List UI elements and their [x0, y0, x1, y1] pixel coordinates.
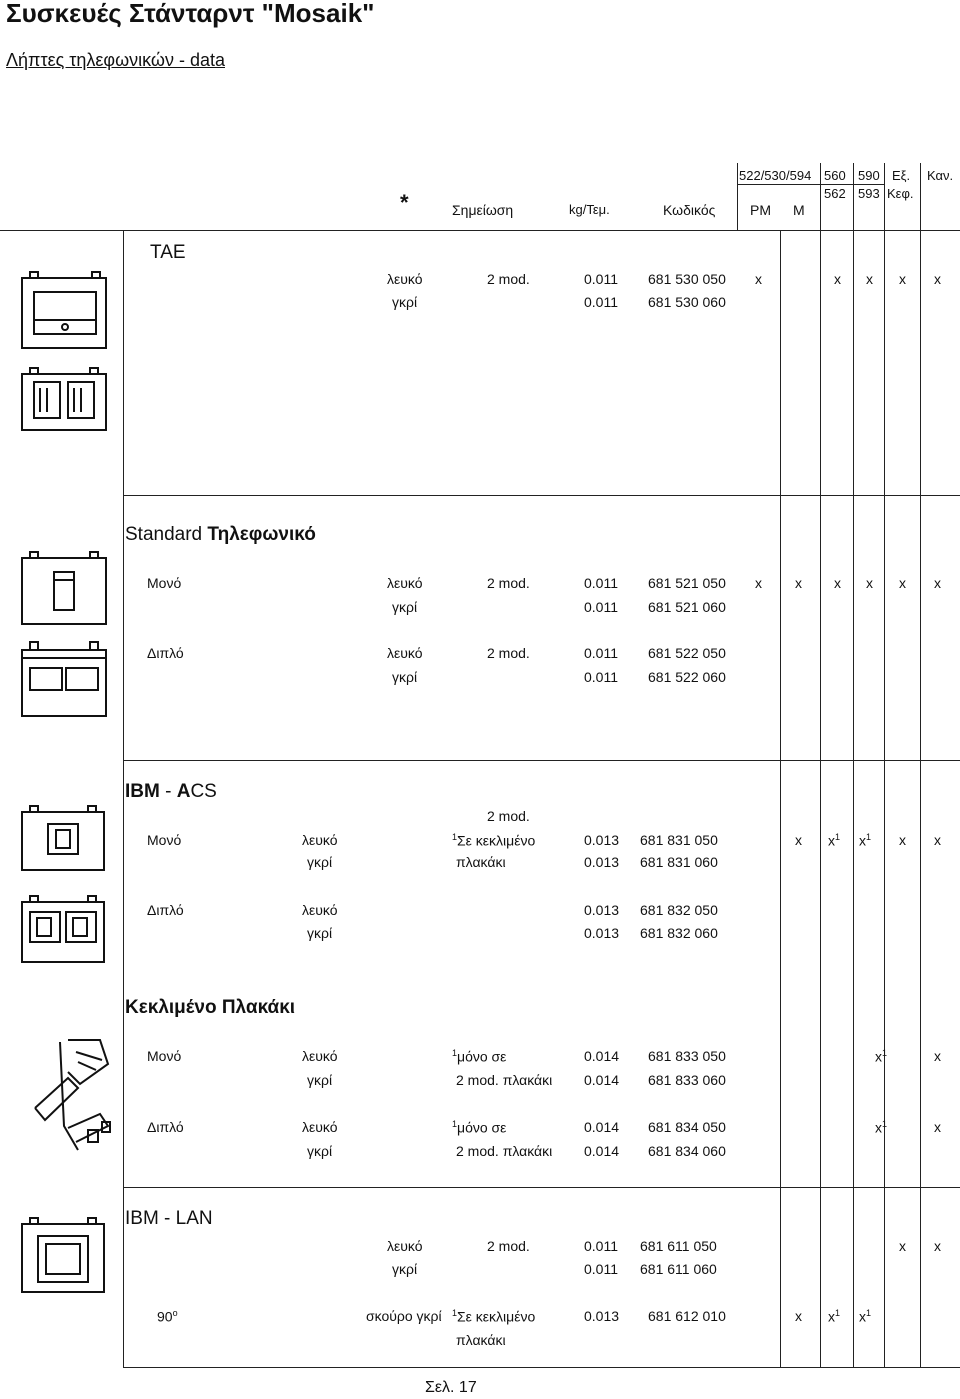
- std-row1-note: 2 mod.: [487, 575, 530, 591]
- std-row4-color: γκρί: [392, 669, 418, 685]
- section-title-standard: [125, 524, 316, 546]
- lan-row1-note: 2 mod.: [487, 1238, 530, 1254]
- header-590: 590: [858, 168, 880, 183]
- kek-row3-color: λευκό: [302, 1119, 338, 1135]
- ibm-acs-title-part: IBM: [125, 781, 160, 802]
- header-kef: Κεφ.: [887, 186, 914, 201]
- std-row1-color: λευκό: [387, 575, 423, 591]
- kek-row2-color: γκρί: [307, 1072, 333, 1088]
- kek-row3-type: Διπλό: [147, 1119, 184, 1135]
- header-kan: Καν.: [927, 168, 954, 183]
- lan-row2-weight: 0.011: [584, 1261, 618, 1277]
- acs-row1-kan: x: [934, 832, 941, 848]
- std-row1-590: x: [866, 575, 873, 591]
- footnote-mark: 1: [866, 832, 872, 842]
- footnote-mark: 1: [835, 832, 841, 842]
- acs-row1-type: Μονό: [147, 832, 182, 848]
- tae-socket-back-icon: [20, 368, 110, 438]
- std-row3-type: Διπλό: [147, 645, 184, 661]
- acs-row1-weight: 0.013: [584, 832, 620, 848]
- kek-row1-note: [452, 1048, 506, 1065]
- acs-row3-code: 681 832 050: [640, 902, 718, 918]
- section-title-ibm-lan: IBM - LAN: [125, 1208, 213, 1229]
- acs-row4-weight: 0.013: [584, 925, 620, 941]
- grid-line: [123, 495, 124, 760]
- acs-row1-code: 681 831 050: [640, 832, 718, 848]
- kek-row3-note: [452, 1119, 506, 1136]
- tae-row1-ex: x: [899, 271, 906, 287]
- std-row1-kan: x: [934, 575, 941, 591]
- lan-row2-color: γκρί: [392, 1261, 418, 1277]
- std-row1-pm: x: [755, 575, 762, 591]
- footnote-mark: 1: [452, 1048, 458, 1058]
- kek-row1-weight: 0.014: [584, 1048, 620, 1064]
- grid-line: [123, 1367, 960, 1368]
- footnote-mark: 1: [882, 1048, 888, 1058]
- footnote-mark: 1: [866, 1308, 872, 1318]
- kek-row1-code: 681 833 050: [648, 1048, 726, 1064]
- lan-row4-note: πλακάκι: [456, 1332, 506, 1348]
- header-593: 593: [858, 186, 880, 201]
- lan-row3-code: 681 612 010: [648, 1308, 726, 1324]
- ibm-lan-icon: [20, 1218, 110, 1298]
- std-row1-m: x: [795, 575, 802, 591]
- header-ex: Εξ.: [892, 168, 911, 183]
- lan-row3-590: [859, 1308, 871, 1325]
- header-m: M: [793, 202, 805, 218]
- std-row1-code: 681 521 050: [648, 575, 726, 591]
- lan-row3-560-x: x: [828, 1308, 835, 1325]
- grid-line: [737, 184, 885, 185]
- header-weight: kg/Τεμ.: [569, 202, 610, 217]
- acs-row2-code: 681 831 060: [640, 854, 718, 870]
- acs-row3-weight: 0.013: [584, 902, 620, 918]
- section-title-keklimeno: Κεκλιμένο Πλακάκι: [125, 997, 296, 1018]
- ibm-acs-title-part: -: [159, 781, 177, 802]
- std-row2-weight: 0.011: [584, 599, 618, 615]
- grid-line: [853, 163, 854, 230]
- lan-row3-590-x: x: [859, 1308, 866, 1325]
- grid-line: [820, 163, 821, 230]
- tae-row1-560: x: [834, 271, 841, 287]
- header-560: 560: [824, 168, 846, 183]
- footnote-mark: 1: [452, 832, 458, 842]
- grid-line: [737, 163, 738, 230]
- tae-row1-590: x: [866, 271, 873, 287]
- section-title-tae: TAE: [150, 242, 186, 263]
- tae-row1-color: λευκό: [387, 271, 423, 287]
- acs-row1-560: [828, 832, 840, 849]
- acs-row1-m: x: [795, 832, 802, 848]
- lan-row1-code: 681 611 050: [640, 1238, 717, 1254]
- tae-row1-pm: x: [755, 271, 762, 287]
- grid-line: [123, 230, 124, 495]
- degree-mark: o: [172, 1308, 178, 1318]
- acs-row4-code: 681 832 060: [640, 925, 718, 941]
- tae-row2-code: 681 530 060: [648, 294, 726, 310]
- tae-row1-weight: 0.011: [584, 271, 618, 287]
- kek-row3-ex-x: x: [875, 1119, 882, 1136]
- acs-row3-color: λευκό: [302, 902, 338, 918]
- std-row3-color: λευκό: [387, 645, 423, 661]
- grid-line: [780, 230, 781, 1367]
- lan-row3-weight: 0.013: [584, 1308, 620, 1324]
- kek-row2-note: 2 mod. πλακάκι: [456, 1072, 553, 1088]
- tae-row1-code: 681 530 050: [648, 271, 726, 287]
- std-row3-note: 2 mod.: [487, 645, 530, 661]
- acs-row1-note-text: Σε κεκλιμένο: [457, 832, 536, 849]
- ibm-acs-title-part: A: [176, 781, 191, 802]
- lan-row1-color: λευκό: [387, 1238, 423, 1254]
- lan-row3-angle: [157, 1308, 178, 1325]
- section-title-ibm-acs: [125, 781, 217, 803]
- tae-row2-color: γκρί: [392, 294, 418, 310]
- kek-row1-note-text: μόνο σε: [457, 1048, 507, 1065]
- kek-row2-weight: 0.014: [584, 1072, 620, 1088]
- kek-row4-code: 681 834 060: [648, 1143, 726, 1159]
- standard-title-part: Standard: [125, 524, 208, 545]
- kek-row1-kan: x: [934, 1048, 941, 1064]
- kek-row2-code: 681 833 060: [648, 1072, 726, 1088]
- tae-row1-kan: x: [934, 271, 941, 287]
- grid-line: [123, 495, 960, 496]
- lan-row1-kan: x: [934, 1238, 941, 1254]
- grid-line: [0, 230, 960, 231]
- lan-row1-weight: 0.011: [584, 1238, 618, 1254]
- std-row2-color: γκρί: [392, 599, 418, 615]
- header-code: Κωδικός: [663, 202, 716, 218]
- lan-row1-ex: x: [899, 1238, 906, 1254]
- header-note: Σημείωση: [452, 202, 514, 218]
- header-series: 522/530/594: [739, 168, 812, 183]
- kek-row4-color: γκρί: [307, 1143, 333, 1159]
- kek-row1-type: Μονό: [147, 1048, 182, 1064]
- acs-row3-type: Διπλό: [147, 902, 184, 918]
- ibm-acs-title-part: CS: [190, 781, 217, 802]
- acs-row1-560-x: x: [828, 832, 835, 849]
- phone-socket-single-icon: [20, 552, 110, 627]
- lan-row3-m: x: [795, 1308, 802, 1324]
- lan-row3-color: σκούρο γκρί: [366, 1308, 442, 1324]
- grid-line: [123, 1187, 960, 1188]
- kek-row3-code: 681 834 050: [648, 1119, 726, 1135]
- footnote-mark: 1: [882, 1119, 888, 1129]
- acs-row1-note: [452, 832, 535, 849]
- std-row4-weight: 0.011: [584, 669, 618, 685]
- kek-row1-ex: [875, 1048, 887, 1065]
- grid-line: [123, 760, 960, 761]
- lan-row3-note-text: Σε κεκλιμένο: [457, 1308, 536, 1325]
- std-row4-code: 681 522 060: [648, 669, 726, 685]
- kek-row3-ex: [875, 1119, 887, 1136]
- angled-tile-icon: [30, 1030, 125, 1165]
- grid-line: [820, 230, 821, 1367]
- std-row1-ex: x: [899, 575, 906, 591]
- std-row3-code: 681 522 050: [648, 645, 726, 661]
- acs-row1-ex: x: [899, 832, 906, 848]
- header-star: *: [400, 190, 409, 215]
- ibm-acs-single-icon: [20, 806, 110, 876]
- grid-line: [853, 230, 854, 1367]
- header-562: 562: [824, 186, 846, 201]
- tae-row2-weight: 0.011: [584, 294, 618, 310]
- grid-line: [882, 230, 888, 1367]
- kek-row3-kan: x: [934, 1119, 941, 1135]
- std-row3-weight: 0.011: [584, 645, 618, 661]
- tae-socket-icon: [20, 270, 110, 355]
- lan-row2-code: 681 611 060: [640, 1261, 717, 1277]
- kek-row4-weight: 0.014: [584, 1143, 620, 1159]
- std-row1-weight: 0.011: [584, 575, 618, 591]
- page-number: Σελ. 17: [425, 1379, 477, 1396]
- grid-line: [123, 1187, 124, 1367]
- acs-row2-color: γκρί: [307, 854, 333, 870]
- acs-row2-note: πλακάκι: [456, 854, 506, 870]
- kek-row3-weight: 0.014: [584, 1119, 620, 1135]
- kek-row3-note-text: μόνο σε: [457, 1119, 507, 1136]
- acs-row1-590-x: x: [859, 832, 866, 849]
- footnote-mark: 1: [452, 1308, 458, 1318]
- acs-note-top: 2 mod.: [487, 808, 530, 824]
- acs-row2-weight: 0.013: [584, 854, 620, 870]
- grid-line: [920, 163, 921, 230]
- kek-row1-ex-x: x: [875, 1048, 882, 1065]
- kek-row1-color: λευκό: [302, 1048, 338, 1064]
- acs-row1-color: λευκό: [302, 832, 338, 848]
- grid-line: [884, 163, 885, 230]
- lan-row3-note: [452, 1308, 535, 1325]
- footnote-mark: 1: [835, 1308, 841, 1318]
- header-pm: PM: [750, 202, 771, 218]
- std-row2-code: 681 521 060: [648, 599, 726, 615]
- std-row1-560: x: [834, 575, 841, 591]
- ibm-acs-double-icon: [20, 896, 110, 968]
- page-subtitle: Λήπτες τηλεφωνικών - data: [6, 50, 225, 70]
- lan-angle-value: 90: [157, 1308, 173, 1325]
- std-row1-type: Μονό: [147, 575, 182, 591]
- acs-row1-590: [859, 832, 871, 849]
- lan-row3-560: [828, 1308, 840, 1325]
- footnote-mark: 1: [452, 1119, 458, 1129]
- kek-row4-note: 2 mod. πλακάκι: [456, 1143, 553, 1159]
- phone-socket-double-icon: [20, 640, 110, 720]
- standard-title-bold: Τηλεφωνικό: [207, 524, 316, 545]
- tae-row1-note: 2 mod.: [487, 271, 530, 287]
- grid-line: [920, 230, 921, 1367]
- acs-row4-color: γκρί: [307, 925, 333, 941]
- page-title: Συσκευές Στάνταρντ "Mosaik": [6, 0, 375, 28]
